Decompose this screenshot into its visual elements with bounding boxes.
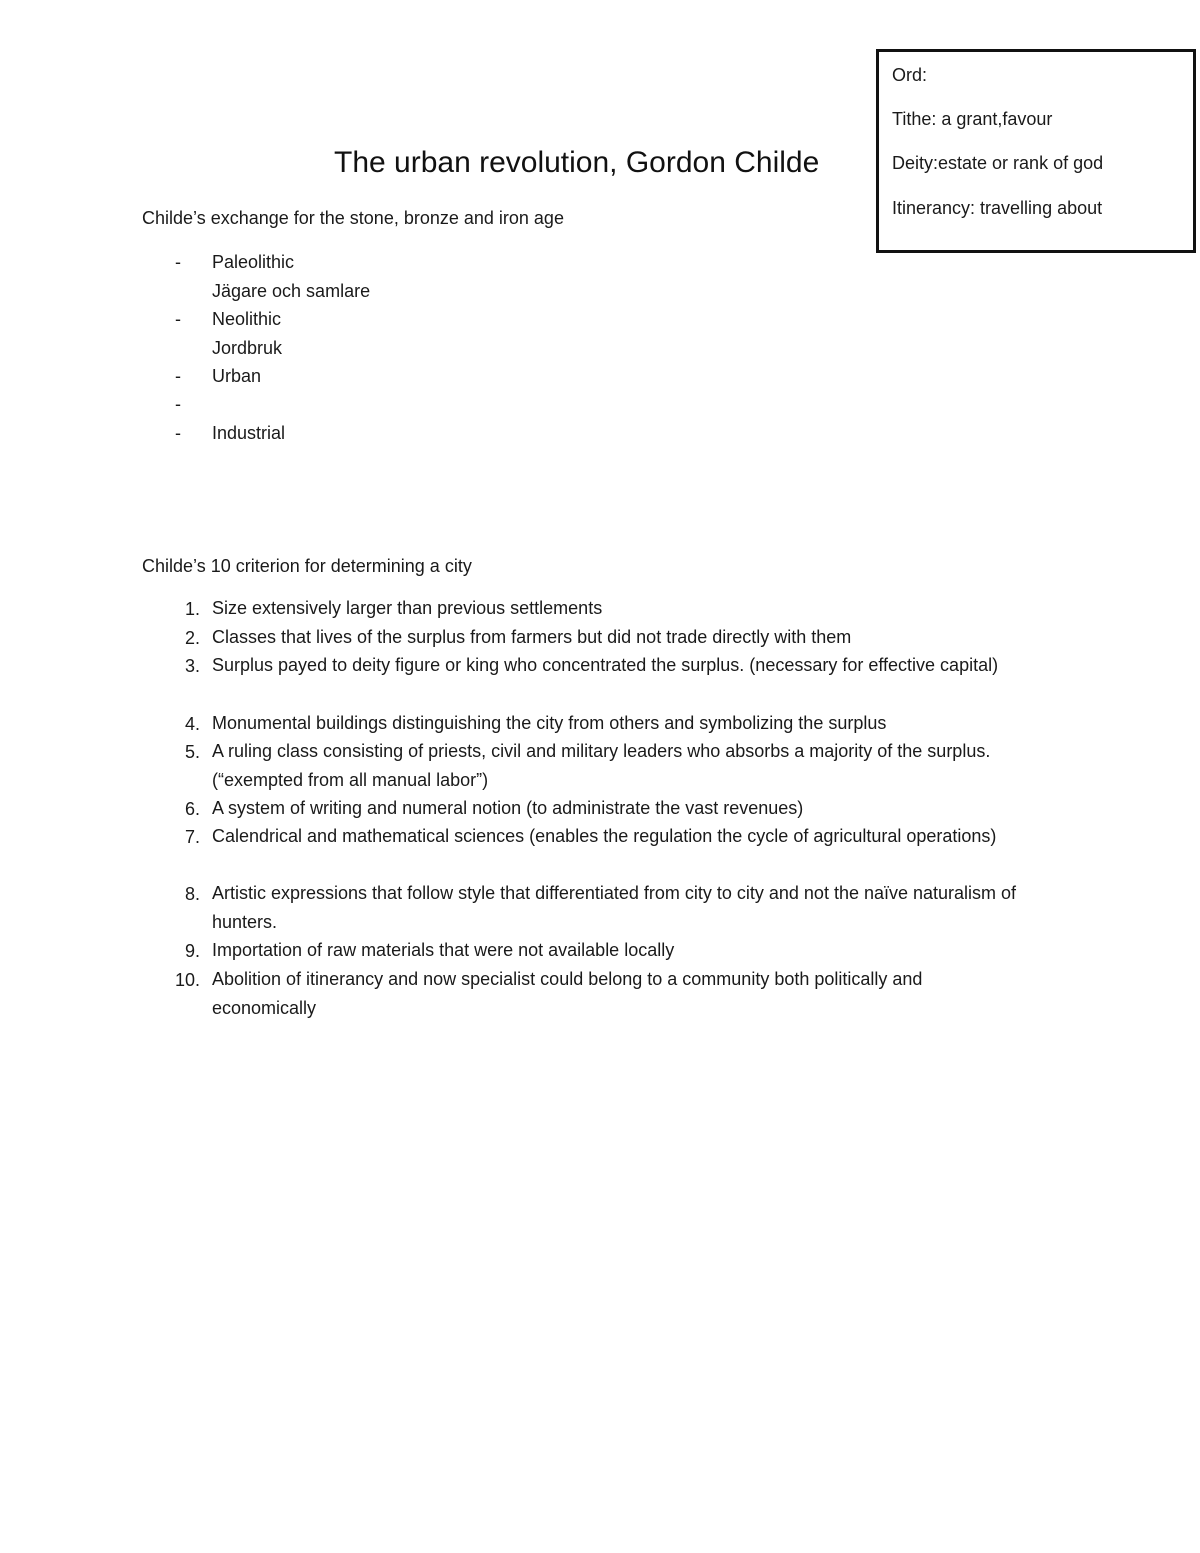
item-text: Abolition of itinerancy and now specialist could belong to a community both politically and economically: [212, 969, 923, 1018]
dash-bullet: -: [175, 394, 181, 414]
item-text: Importation of raw materials that were not available locally: [212, 940, 675, 960]
section-heading-ages: Childe’s exchange for the stone, bronze and iron age: [142, 208, 564, 228]
item-text: Artistic expressions that follow style that differentiated from city to city and not the naïve naturalism of hunters.: [212, 883, 1017, 932]
item-text: Size extensively larger than previous settlements: [212, 598, 603, 618]
age-label: Neolithic: [212, 309, 282, 329]
section-heading-criteria: Childe’s 10 criterion for determining a city: [142, 556, 472, 576]
dash-bullet: -: [175, 366, 181, 386]
glossary-term-deity: Deity:estate or rank of god: [892, 153, 1104, 173]
dash-bullet: -: [175, 423, 181, 443]
age-note: Jägare och samlare: [212, 281, 371, 301]
age-label: Urban: [212, 366, 262, 386]
age-note: Jordbruk: [212, 338, 283, 358]
item-text: Surplus payed to deity figure or king who concentrated the surplus. (necessary for effective capital): [212, 655, 999, 675]
glossary-term-tithe: Tithe: a grant,favour: [892, 109, 1053, 129]
item-number: 9.: [184, 941, 200, 961]
glossary-box: [876, 49, 1196, 253]
item-number: 4.: [184, 714, 200, 734]
item-text: Classes that lives of the surplus from farmers but did not trade directly with them: [212, 627, 852, 647]
item-text: Calendrical and mathematical sciences (enables the regulation the cycle of agricultural operations): [212, 826, 997, 846]
glossary-heading: Ord:: [892, 65, 928, 85]
dash-bullet: -: [175, 309, 181, 329]
document-title: The urban revolution, Gordon Childe: [334, 146, 820, 179]
item-number: 2.: [184, 628, 200, 648]
item-number: 7.: [184, 827, 200, 847]
item-text: A system of writing and numeral notion (to administrate the vast revenues): [212, 798, 804, 818]
age-label: Paleolithic: [212, 252, 295, 272]
item-number: 10.: [174, 970, 200, 990]
age-label: Industrial: [212, 423, 286, 443]
dash-bullet: -: [175, 252, 181, 272]
item-number: 6.: [184, 799, 200, 819]
item-number: 5.: [184, 742, 200, 762]
item-text: Monumental buildings distinguishing the city from others and symbolizing the surplus: [212, 713, 887, 733]
item-text: A ruling class consisting of priests, civil and military leaders who absorbs a majority of the surplus. (“exempted from all manual labor”): [212, 741, 991, 790]
glossary-term-itinerancy: Itinerancy: travelling about: [892, 198, 1103, 218]
item-number: 8.: [184, 884, 200, 904]
item-number: 1.: [184, 599, 200, 619]
item-number: 3.: [184, 656, 200, 676]
